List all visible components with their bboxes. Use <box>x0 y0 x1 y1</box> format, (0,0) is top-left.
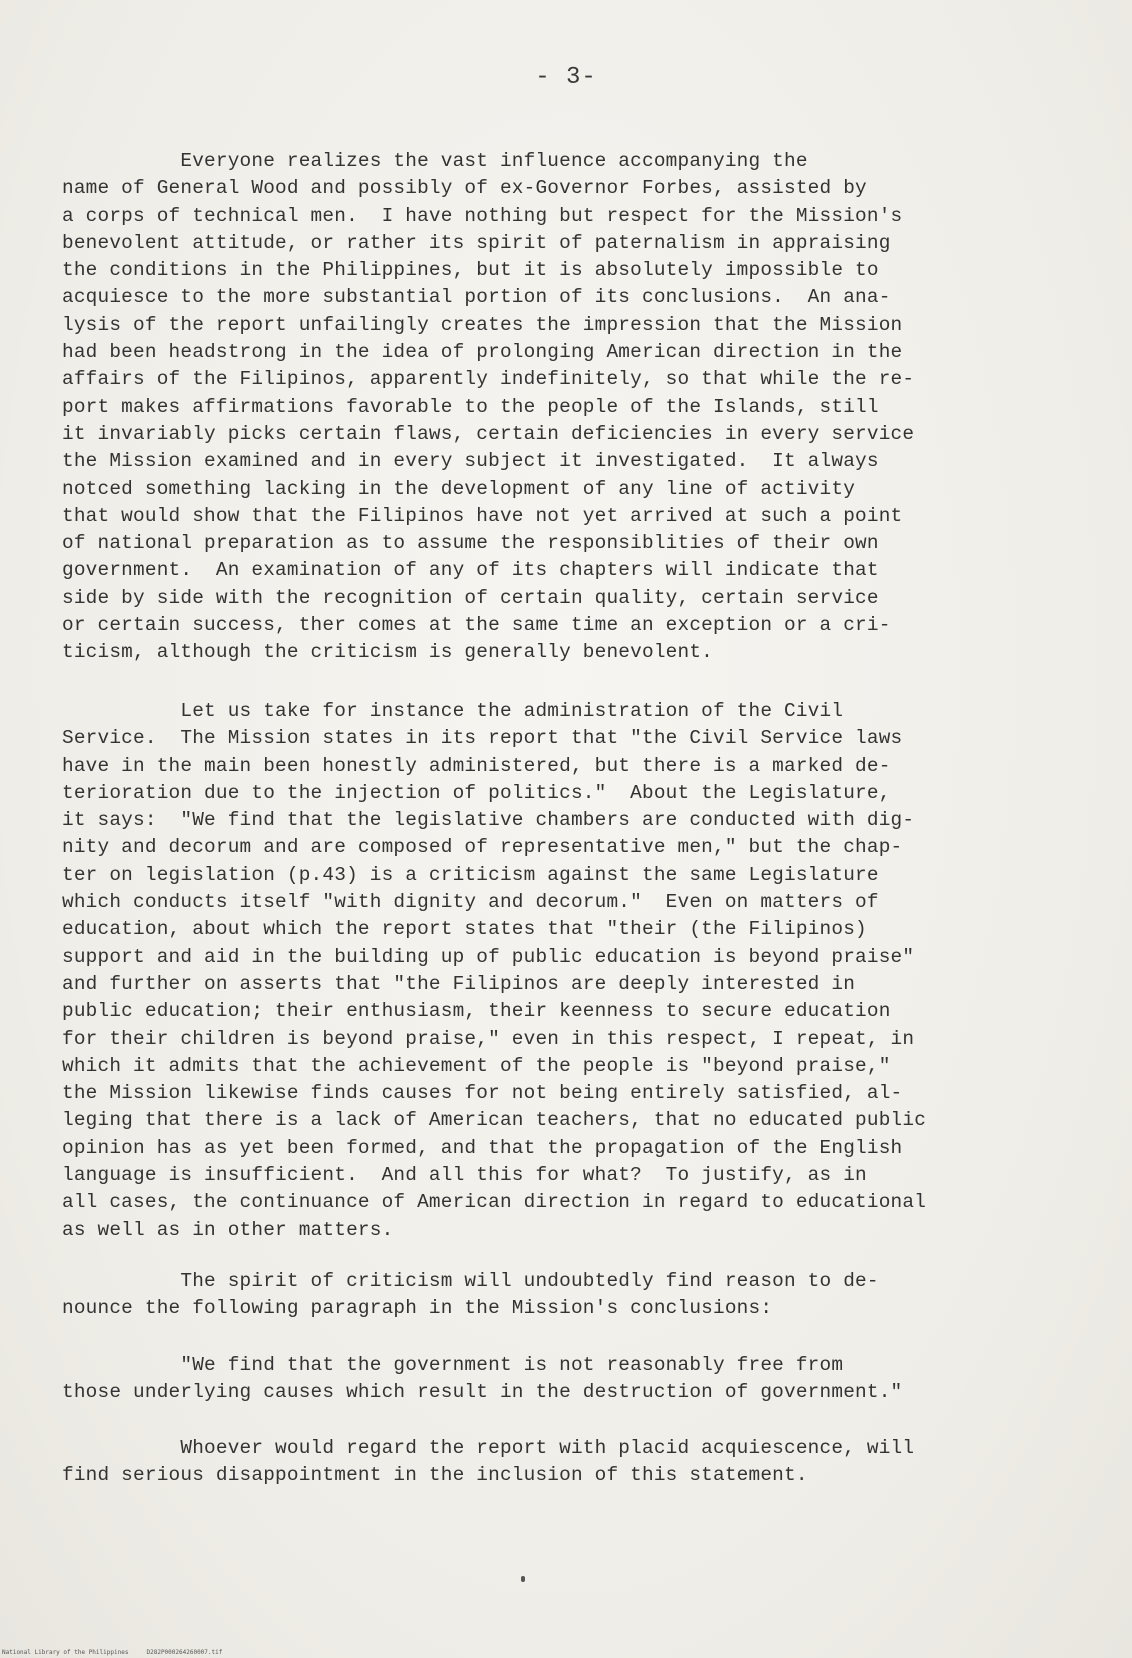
paragraph-line: Let us take for instance the administration of the Civil <box>62 700 844 722</box>
paragraph-line: nity and decorum and are composed of representative men," but the chap- <box>62 836 903 859</box>
page-number: - 3- <box>535 64 597 91</box>
paragraph-line: Whoever would regard the report with placid acquiescence, will <box>62 1437 915 1459</box>
paragraph-line: which it admits that the achievement of the people is "beyond praise," <box>62 1054 891 1077</box>
paragraph-line: ter on legislation (p.43) is a criticism against the same Legislature <box>62 863 879 886</box>
paragraph-line: port makes affirmations favorable to the people of the Islands, still <box>62 395 879 418</box>
paragraph-line: acquiesce to the more substantial portion of its conclusions. An ana- <box>62 286 891 309</box>
quoted-conclusion <box>62 1352 1072 1407</box>
paragraph-line: have in the main been honestly administered, but there is a marked de- <box>62 754 891 777</box>
paragraph-line: notced something lacking in the development of any line of activity <box>62 477 856 500</box>
paragraph-line: government. An examination of any of its chapters will indicate that <box>62 559 879 582</box>
paragraph-line: it invariably picks certain flaws, certain deficiencies in every service <box>62 422 915 445</box>
paragraph-line: Service. The Mission states in its report that "the Civil Service laws <box>62 727 903 750</box>
paragraph-line: language is insufficient. And all this for what? To justify, as in <box>62 1164 867 1187</box>
paragraph-line: the Mission examined and in every subject it investigated. It always <box>62 450 879 473</box>
paragraph-line: those underlying causes which result in the destruction of government." <box>62 1381 903 1404</box>
paragraph-line: as well as in other matters. <box>62 1218 394 1241</box>
paragraph-line: benevolent attitude, or rather its spirit of paternalism in appraising <box>62 231 891 254</box>
paragraph-line: lysis of the report unfailingly creates the impression that the Mission <box>62 313 903 336</box>
paragraph-line: The spirit of criticism will undoubtedly find reason to de- <box>62 1270 879 1292</box>
paragraph-line: affairs of the Filipinos, apparently indefinitely, so that while the re- <box>62 368 915 391</box>
paragraph-line: name of General Wood and possibly of ex-Governor Forbes, assisted by <box>62 177 867 200</box>
paragraph-5 <box>62 1435 1072 1490</box>
paragraph-line: it says: "We find that the legislative chambers are conducted with dig- <box>62 809 915 832</box>
ink-speck <box>521 1576 525 1582</box>
paragraph-line: the Mission likewise finds causes for not being entirely satisfied, al- <box>62 1082 903 1105</box>
paragraph-line: the conditions in the Philippines, but it is absolutely impossible to <box>62 259 879 282</box>
paragraph-line: education, about which the report states that "their (the Filipinos) <box>62 918 867 941</box>
paragraph-line: support and aid in the building up of public education is beyond praise" <box>62 945 915 968</box>
paragraph-line: or certain success, ther comes at the same time an exception or a cri- <box>62 614 891 637</box>
paragraph-line: that would show that the Filipinos have not yet arrived at such a point <box>62 504 903 527</box>
paragraph-line: find serious disappointment in the inclusion of this statement. <box>62 1464 808 1487</box>
paragraph-line: of national preparation as to assume the responsiblities of their own <box>62 532 879 555</box>
paragraph-line: for their children is beyond praise," even in this respect, I repeat, in <box>62 1027 915 1050</box>
paragraph-line: nounce the following paragraph in the Mission's conclusions: <box>62 1297 773 1320</box>
paragraph-line: side by side with the recognition of certain quality, certain service <box>62 586 879 609</box>
paragraph-line: had been headstrong in the idea of prolonging American direction in the <box>62 341 903 364</box>
paragraph-line: leging that there is a lack of American teachers, that no educated public <box>62 1109 927 1132</box>
paragraph-1 <box>62 148 1072 667</box>
paragraph-line: ticism, although the criticism is generally benevolent. <box>62 641 713 664</box>
paragraph-line: Everyone realizes the vast influence accompanying the <box>62 150 808 172</box>
paragraph-line: opinion has as yet been formed, and that the propagation of the English <box>62 1136 903 1159</box>
scan-footer: National Library of the Philippines D282P000264260007.tif <box>2 1649 223 1656</box>
paragraph-line: and further on asserts that "the Filipinos are deeply interested in <box>62 972 856 995</box>
paragraph-line: which conducts itself "with dignity and decorum." Even on matters of <box>62 891 879 914</box>
paragraph-line: public education; their enthusiasm, their keenness to secure education <box>62 1000 891 1023</box>
paragraph-line: terioration due to the injection of politics." About the Legislature, <box>62 781 891 804</box>
paragraph-line: a corps of technical men. I have nothing but respect for the Mission's <box>62 204 903 227</box>
paragraph-line: "We find that the government is not reasonably free from <box>62 1354 844 1376</box>
paragraph-2 <box>62 698 1072 1244</box>
paragraph-3 <box>62 1268 1072 1323</box>
paragraph-line: all cases, the continuance of American direction in regard to educational <box>62 1191 927 1214</box>
